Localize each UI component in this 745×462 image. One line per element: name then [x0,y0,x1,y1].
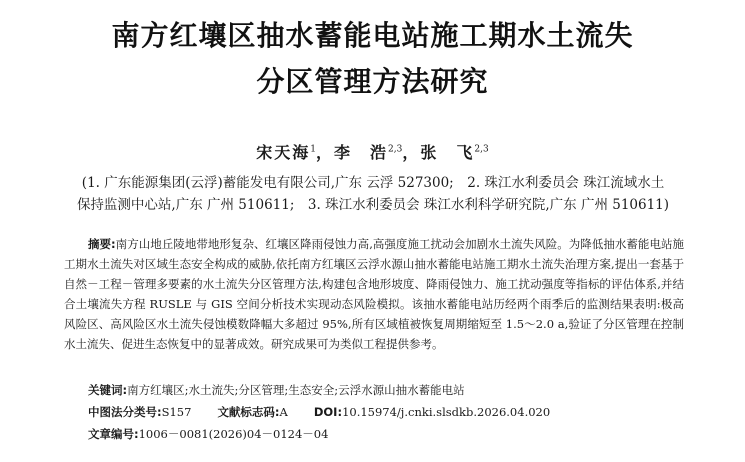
author-affiliation-mark: 2,3 [474,144,489,155]
clc-value: S157 [161,405,192,419]
doc-code-label: 文献标志码: [217,405,280,419]
paper-title-line-1: 南方红壤区抽水蓄能电站施工期水土流失 [111,19,634,52]
author-affiliation-mark: 1 [310,144,317,155]
abstract-label: 摘要: [88,237,116,251]
classification-line [88,402,550,422]
article-number-line [88,424,328,444]
author-affiliation-mark: 2,3 [388,144,403,155]
abstract [64,234,684,354]
abstract-text: 南方山地丘陵地带地形复杂、红壤区降雨侵蚀力高,高强度施工扰动会加剧水土流失风险。为降低抽水蓄能电站施工期水土流失对区域生态安全构成的威胁,依托南方红壤区云浮水源山抽水蓄能电站施工期水土流失治理方案,提出一套基于自然－工程－管理多要素的水土流失分区管理方法,构建包含地形坡度、降雨侵蚀力、施工扰动强度等指标的评估体系,并结合土壤流失方程 RUSLE 与 GIS 空间分析技术实现动态风险模拟。该抽水蓄能电站历经两个雨季后的监测结果表明:极高风险区、高风险区水土流失侵蚀模数降幅大多超过 95%,所有区域植被恢复周期缩短至 1.5～2.0 a,验证了分区管理在控制水土流失、促进生态恢复中的显著成效。研究成果可为类似工程提供参考。 [64,237,684,351]
doi-label: DOI: [313,405,343,419]
author-name: 张 飞 [420,143,475,162]
author-name: 宋天海 [256,143,311,162]
author-separator: ， [316,143,335,162]
affiliation-line-2: 保持监测中心站,广东 广州 510611; 3. 珠江水利委员会 珠江水利科学研究院,广东 广州 510611) [76,197,670,213]
doi-value: 10.15974/j.cnki.slsdkb.2026.04.020 [342,405,551,419]
article-number-label: 文章编号: [88,427,139,441]
affiliation-line-1: (1. 广东能源集团(云浮)蓄能发电有限公司,广东 云浮 527300; 2. 珠江水利委员会 珠江流域水土 [81,175,665,191]
author-separator: ， [402,143,421,162]
clc-label: 中图法分类号: [88,405,162,419]
keywords-label: 关键词: [88,383,128,397]
doc-code-value: A [279,405,288,419]
keywords-text: 南方红壤区;水土流失;分区管理;生态安全;云浮水源山抽水蓄能电站 [127,383,465,397]
author-list [0,140,745,163]
keywords [88,380,465,400]
author-name: 李 浩 [334,143,389,162]
paper-title-line-2: 分区管理方法研究 [256,65,489,98]
article-number-value: 1006－0081(2026)04－0124－04 [138,427,329,441]
